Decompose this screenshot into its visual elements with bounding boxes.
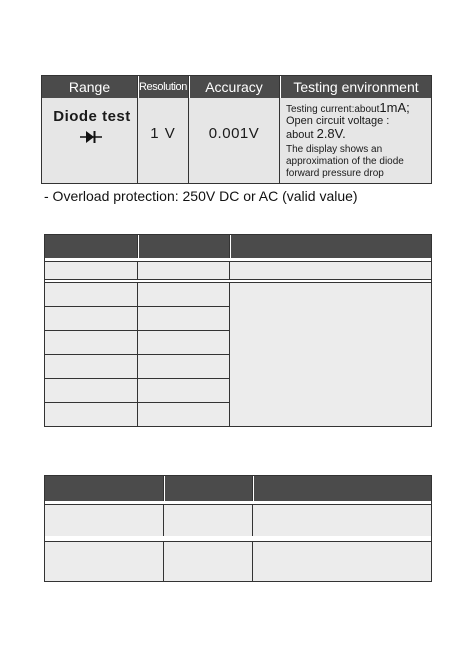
table-row: [45, 354, 230, 355]
env-display-note: The display shows an approximation of the diode forward pressure drop: [286, 144, 404, 179]
table-row: [45, 402, 230, 403]
table-row: [45, 330, 230, 331]
accuracy-value: 0.001V: [208, 125, 260, 142]
table-row: [45, 504, 431, 505]
header-accuracy: Accuracy: [205, 79, 263, 95]
table-row: [45, 541, 431, 542]
diode-icon: [80, 130, 102, 144]
env-open-circuit-voltage: Open circuit voltage :: [286, 115, 390, 127]
header-resolution: Resolution: [139, 81, 187, 93]
table-header: [45, 235, 431, 258]
blank-spec-table-2: [44, 475, 432, 582]
header-range: Range: [68, 79, 111, 95]
table-row: [45, 378, 230, 379]
table-header: [45, 476, 431, 501]
env-testing-current: Testing current:about1mA;: [286, 100, 410, 115]
range-diode-test: Diode test: [53, 108, 131, 125]
table-row: [45, 261, 431, 262]
overload-protection-note: - Overload protection: 250V DC or AC (valid value): [44, 188, 358, 204]
table-row: [45, 306, 230, 307]
diode-spec-table: [41, 75, 432, 184]
header-testing-environment: Testing environment: [293, 79, 419, 95]
resolution-value: 1 V: [150, 125, 176, 142]
env-voltage-value: about 2.8V.: [286, 126, 346, 141]
blank-spec-table: [44, 234, 432, 427]
table-row: [45, 282, 431, 283]
